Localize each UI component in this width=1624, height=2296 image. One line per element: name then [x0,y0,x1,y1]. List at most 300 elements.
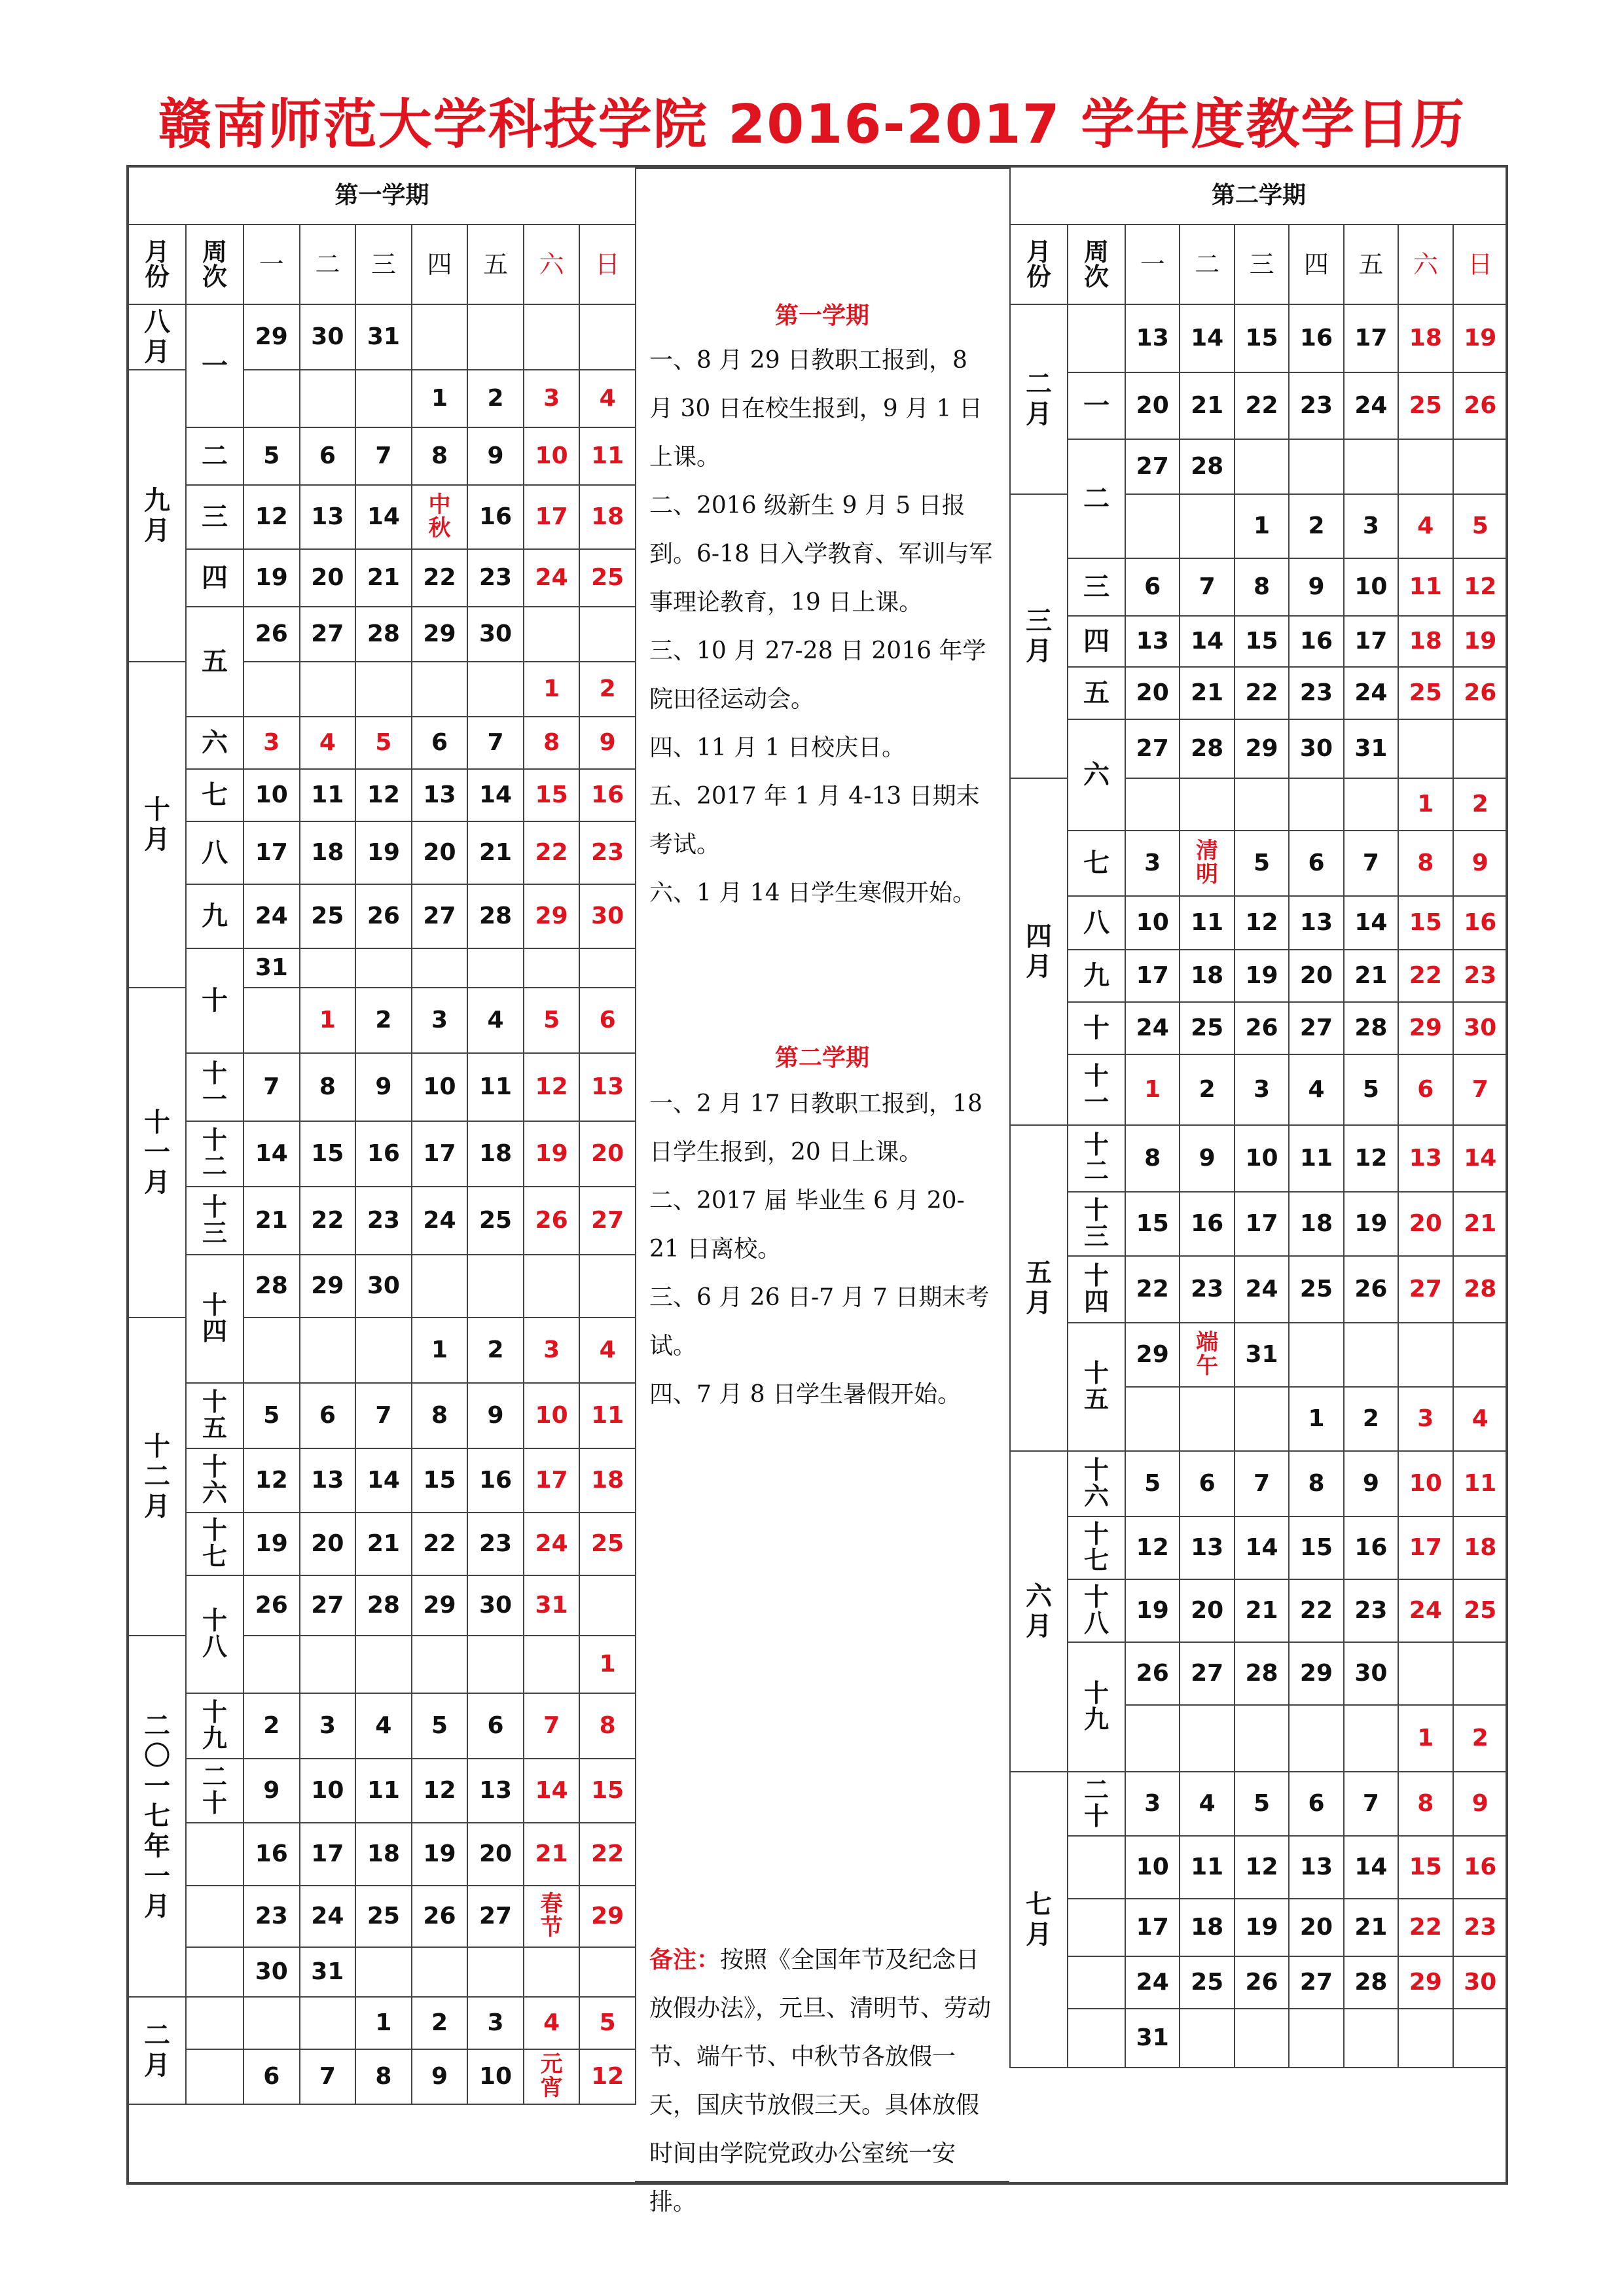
day-cell: 24 [412,1187,468,1255]
month-label: 十 二 月 [128,1318,186,1636]
day-cell [1235,778,1289,831]
day-cell [300,370,356,427]
note-item: 一、2 月 17 日教职工报到，18 日学生报到，20 日上课。 [649,1090,983,1166]
day-cell: 14 [524,1759,580,1823]
day-cell: 12 [579,2049,636,2104]
day-cell: 4 [355,1693,412,1759]
month-column-header: 月 份 [128,224,186,304]
week-number: 十 七 [186,1513,244,1575]
month-label: 二 月 [128,1997,186,2104]
day-cell [1398,439,1453,494]
day-cell: 25 [1453,1579,1507,1642]
week-row [1010,616,1507,667]
day-cell: 26 [244,1575,300,1636]
day-cell: 4 [467,988,524,1053]
day-cell: 7 [300,2049,356,2104]
day-cell: 23 [1344,1579,1398,1642]
day-cell: 20 [1180,1579,1234,1642]
day-cell [1398,1323,1453,1387]
day-cell: 19 [524,1121,580,1187]
note-item: 三、10 月 27-28 日 2016 年学院田径运动会。 [649,637,986,713]
week-number: 三 [1068,558,1125,616]
day-cell: 6 [412,717,468,769]
day-cell: 14 [1453,1125,1507,1192]
day-cell: 14 [1180,304,1234,372]
day-cell: 17 [524,485,580,549]
week-number: 二 十 [186,1759,244,1823]
day-cell: 2 [1344,1387,1398,1451]
day-cell: 16 [1289,616,1343,667]
day-cell [1398,1642,1453,1705]
day-cell: 28 [355,1575,412,1636]
week-row [1010,831,1507,896]
month-label: 四 月 [1010,778,1068,1125]
day-cell: 12 [244,485,300,549]
day-cell: 29 [579,1886,636,1947]
note-item: 一、8 月 29 日教职工报到，8 月 30 日在校生报到，9 月 1 日上课。 [649,347,983,471]
day-cell: 23 [244,1886,300,1947]
day-cell: 10 [1125,896,1180,950]
day-cell: 17 [1344,304,1398,372]
day-header: 日 [579,224,636,304]
day-cell: 10 [1235,1125,1289,1192]
week-row [128,717,636,769]
sem2-title: 第二学期 [1010,167,1507,224]
day-cell: 12 [1344,1125,1398,1192]
day-cell [579,1947,636,1997]
day-cell: 11 [355,1759,412,1823]
day-cell: 27 [412,884,468,948]
day-header: 六 [1398,224,1453,304]
day-cell [1125,1705,1180,1772]
note-item: 二、2016 级新生 9 月 5 日报到。6-18 日入学教育、军训与军事理论教育，19 日上课。 [649,492,993,616]
day-cell: 30 [1289,719,1343,778]
day-cell: 12 [412,1759,468,1823]
day-cell: 21 [1180,372,1234,439]
week-row [128,1947,636,1997]
day-cell: 9 [244,1759,300,1823]
day-cell: 21 [244,1187,300,1255]
week-row [1010,1772,1507,1836]
day-cell [1180,778,1234,831]
day-cell: 8 [355,2049,412,2104]
day-cell: 5 [244,1383,300,1448]
day-cell: 25 [1180,1002,1234,1054]
day-cell: 3 [1344,494,1398,558]
day-cell: 5 [524,988,580,1053]
day-cell: 1 [412,1318,468,1383]
day-cell: 8 [524,717,580,769]
month-label: 三 月 [1010,494,1068,778]
day-cell: 23 [579,821,636,884]
day-cell: 21 [355,549,412,607]
day-cell: 中 秋 [412,485,468,549]
day-cell: 22 [412,1513,468,1575]
day-cell: 12 [355,769,412,821]
day-cell: 7 [355,427,412,485]
day-cell: 18 [1180,1899,1234,1956]
day-cell: 22 [524,821,580,884]
week-row [1010,950,1507,1002]
day-cell: 22 [1398,950,1453,1002]
day-cell: 13 [1180,1516,1234,1579]
day-cell: 12 [1235,1836,1289,1899]
day-cell [412,304,468,370]
day-cell: 1 [412,370,468,427]
day-cell: 29 [412,607,468,662]
day-cell: 31 [1344,719,1398,778]
day-cell: 3 [412,988,468,1053]
day-cell [467,1947,524,1997]
day-cell: 27 [467,1886,524,1947]
day-cell [467,948,524,988]
day-cell [524,607,580,662]
week-number [186,1997,244,2049]
day-cell: 13 [1125,304,1180,372]
week-row [1010,719,1507,778]
notes2-list [649,1080,993,1419]
day-cell: 9 [412,2049,468,2104]
day-cell: 5 [355,717,412,769]
day-header: 五 [467,224,524,304]
day-header: 日 [1453,224,1507,304]
day-cell: 6 [244,2049,300,2104]
week-number [1068,1899,1125,1956]
day-cell: 3 [244,717,300,769]
week-number [1068,2009,1125,2068]
week-row [1010,1836,1507,1899]
day-cell: 21 [1180,667,1234,719]
semester2-calendar [1009,166,1508,2068]
week-row [128,1886,636,1947]
day-cell [1453,719,1507,778]
day-cell: 1 [355,1997,412,2049]
week-number: 一 [186,304,244,427]
day-cell [579,1255,636,1318]
day-cell [355,662,412,717]
day-cell: 15 [1398,896,1453,950]
day-cell: 10 [1125,1836,1180,1899]
week-row [1010,1516,1507,1579]
day-cell: 26 [1235,1956,1289,2009]
day-header: 二 [300,224,356,304]
day-cell: 10 [1398,1451,1453,1516]
day-cell [1453,1323,1507,1387]
week-row [128,1255,636,1318]
day-cell: 13 [300,1448,356,1513]
day-cell: 17 [1398,1516,1453,1579]
week-number: 八 [1068,896,1125,950]
day-cell: 5 [1235,831,1289,896]
week-row [1010,558,1507,616]
day-cell: 25 [300,884,356,948]
day-cell [1289,778,1343,831]
day-cell: 3 [1398,1387,1453,1451]
week-row [1010,1579,1507,1642]
day-cell [1289,2009,1343,2068]
day-cell: 16 [355,1121,412,1187]
day-cell: 17 [1344,616,1398,667]
day-cell: 3 [467,1997,524,2049]
day-cell: 23 [1289,372,1343,439]
day-cell: 14 [355,485,412,549]
day-cell: 12 [244,1448,300,1513]
week-row [1010,1002,1507,1054]
week-number: 十 六 [1068,1451,1125,1516]
day-cell: 8 [1289,1451,1343,1516]
day-cell: 13 [1289,1836,1343,1899]
day-cell: 13 [1289,896,1343,950]
day-cell: 29 [244,304,300,370]
day-cell: 24 [1125,1956,1180,2009]
day-cell: 2 [467,370,524,427]
week-number: 十 三 [186,1187,244,1255]
day-cell: 14 [1235,1516,1289,1579]
day-header: 二 [1180,224,1234,304]
month-label: 五 月 [1010,1125,1068,1451]
day-cell: 8 [579,1693,636,1759]
day-cell [355,1947,412,1997]
day-cell: 8 [412,1383,468,1448]
day-cell: 22 [1235,667,1289,719]
day-cell: 24 [524,1513,580,1575]
day-cell: 30 [467,1575,524,1636]
week-number: 八 [186,821,244,884]
day-cell: 23 [1180,1256,1234,1323]
day-cell: 20 [300,1513,356,1575]
week-number: 五 [1068,667,1125,719]
day-cell: 18 [1398,304,1453,372]
day-cell: 2 [1453,1705,1507,1772]
day-cell: 19 [1344,1192,1398,1256]
day-cell: 19 [1235,950,1289,1002]
day-cell [1289,1705,1343,1772]
week-number: 二 [1068,439,1125,558]
day-cell: 9 [1453,1772,1507,1836]
day-cell [244,1997,300,2049]
week-column-header: 周 次 [186,224,244,304]
day-cell [524,1947,580,1997]
day-cell: 29 [1235,719,1289,778]
day-cell: 30 [244,1947,300,1997]
day-cell: 3 [1125,1772,1180,1836]
week-number: 九 [1068,950,1125,1002]
day-cell: 7 [1344,1772,1398,1836]
week-number: 十 八 [1068,1579,1125,1642]
day-cell [412,662,468,717]
day-cell: 22 [300,1187,356,1255]
day-cell [244,1318,300,1383]
month-label: 六 月 [1010,1451,1068,1772]
day-cell: 4 [300,717,356,769]
day-cell: 2 [412,1997,468,2049]
day-cell: 7 [1453,1054,1507,1125]
day-cell: 26 [1453,372,1507,439]
day-cell: 14 [244,1121,300,1187]
day-cell: 6 [300,1383,356,1448]
day-cell: 2 [1289,494,1343,558]
day-header: 一 [1125,224,1180,304]
day-cell: 20 [1125,667,1180,719]
day-cell: 27 [1180,1642,1234,1705]
day-cell: 17 [1125,1899,1180,1956]
week-number [1068,1836,1125,1899]
week-number: 十 二 [1068,1125,1125,1192]
day-cell: 27 [1289,1956,1343,2009]
day-cell: 11 [467,1053,524,1121]
day-cell: 2 [1453,778,1507,831]
week-number: 一 [1068,372,1125,439]
week-row [128,1448,636,1513]
day-cell: 14 [1344,896,1398,950]
day-cell [300,1318,356,1383]
day-cell: 端 午 [1180,1323,1234,1387]
day-cell: 16 [1453,1836,1507,1899]
page-title: 赣南师范大学科技学院 2016-2017 学年度教学日历 [158,94,1466,156]
day-cell: 17 [412,1121,468,1187]
day-cell: 21 [524,1823,580,1886]
day-cell: 27 [1125,719,1180,778]
day-cell: 31 [355,304,412,370]
day-cell [412,1255,468,1318]
day-cell: 6 [1125,558,1180,616]
day-cell: 17 [244,821,300,884]
day-cell: 25 [467,1187,524,1255]
day-cell: 29 [1289,1642,1343,1705]
day-cell: 6 [579,988,636,1053]
day-cell: 26 [355,884,412,948]
day-cell: 19 [244,1513,300,1575]
day-cell: 31 [1235,1323,1289,1387]
day-cell: 23 [467,1513,524,1575]
day-cell: 1 [1235,494,1289,558]
day-cell [467,1636,524,1693]
day-cell: 2 [579,662,636,717]
day-header: 四 [1289,224,1343,304]
month-label: 十 一 月 [128,988,186,1318]
day-cell: 19 [1235,1899,1289,1956]
day-cell [467,304,524,370]
day-cell: 5 [579,1997,636,2049]
day-cell [1344,2009,1398,2068]
month-label: 二 月 [1010,304,1068,494]
day-cell: 4 [1180,1772,1234,1836]
week-number: 十 五 [1068,1323,1125,1451]
day-cell: 30 [300,304,356,370]
week-number: 十 四 [186,1255,244,1383]
day-cell: 21 [1344,1899,1398,1956]
day-cell: 27 [1125,439,1180,494]
day-cell [1125,1387,1180,1451]
day-cell: 11 [1453,1451,1507,1516]
day-cell: 22 [1125,1256,1180,1323]
day-cell: 10 [524,1383,580,1448]
day-cell: 1 [1289,1387,1343,1451]
day-cell [244,662,300,717]
note-item: 五、2017 年 1 月 4-13 日期末考试。 [649,783,980,858]
week-number [186,1886,244,1947]
note-item: 四、7 月 8 日学生暑假开始。 [649,1381,962,1408]
day-cell: 16 [1344,1516,1398,1579]
day-cell: 10 [412,1053,468,1121]
week-number: 十 五 [186,1383,244,1448]
week-row [128,884,636,948]
day-cell: 4 [524,1997,580,2049]
day-cell [467,1255,524,1318]
notes2-title: 第二学期 [774,1045,869,1071]
day-cell: 1 [1398,778,1453,831]
day-cell: 28 [355,607,412,662]
day-cell: 24 [1344,667,1398,719]
day-cell [355,1636,412,1693]
day-cell: 16 [244,1823,300,1886]
day-cell: 15 [1235,304,1289,372]
day-cell: 31 [1125,2009,1180,2068]
day-cell: 21 [1235,1579,1289,1642]
week-row [128,948,636,988]
day-cell: 31 [300,1947,356,1997]
day-cell: 12 [1453,558,1507,616]
day-cell: 23 [1453,1899,1507,1956]
day-cell [1180,2009,1234,2068]
week-number [186,1947,244,1997]
day-cell [300,1997,356,2049]
day-cell: 18 [467,1121,524,1187]
day-cell: 15 [1289,1516,1343,1579]
day-cell: 19 [1453,616,1507,667]
day-cell: 18 [300,821,356,884]
day-header: 三 [1235,224,1289,304]
day-cell: 28 [1344,1956,1398,2009]
day-cell: 7 [355,1383,412,1448]
day-cell: 26 [1235,1002,1289,1054]
day-cell: 30 [1344,1642,1398,1705]
day-cell: 27 [1398,1256,1453,1323]
day-cell: 22 [1289,1579,1343,1642]
day-cell: 11 [1289,1125,1343,1192]
day-cell: 9 [579,717,636,769]
day-cell: 22 [412,549,468,607]
day-cell: 10 [1344,558,1398,616]
day-cell: 13 [412,769,468,821]
day-cell: 20 [300,549,356,607]
week-row [128,1053,636,1121]
day-cell: 7 [244,1053,300,1121]
month-label: 九 月 [128,370,186,662]
day-cell: 18 [579,1448,636,1513]
day-cell: 21 [467,821,524,884]
day-cell [355,370,412,427]
week-row [128,304,636,370]
week-row [128,821,636,884]
day-cell [1289,1323,1343,1387]
week-row [1010,667,1507,719]
day-cell: 5 [1235,1772,1289,1836]
day-cell: 2 [355,988,412,1053]
day-cell: 1 [1125,1054,1180,1125]
day-cell: 16 [467,1448,524,1513]
day-cell: 1 [524,662,580,717]
week-row [1010,1256,1507,1323]
day-cell: 25 [1180,1956,1234,2009]
week-number: 五 [186,607,244,717]
notes1-title: 第一学期 [774,302,869,329]
day-cell: 2 [1180,1054,1234,1125]
day-cell: 14 [1180,616,1234,667]
day-cell: 3 [524,370,580,427]
day-cell: 29 [412,1575,468,1636]
day-cell [1398,2009,1453,2068]
